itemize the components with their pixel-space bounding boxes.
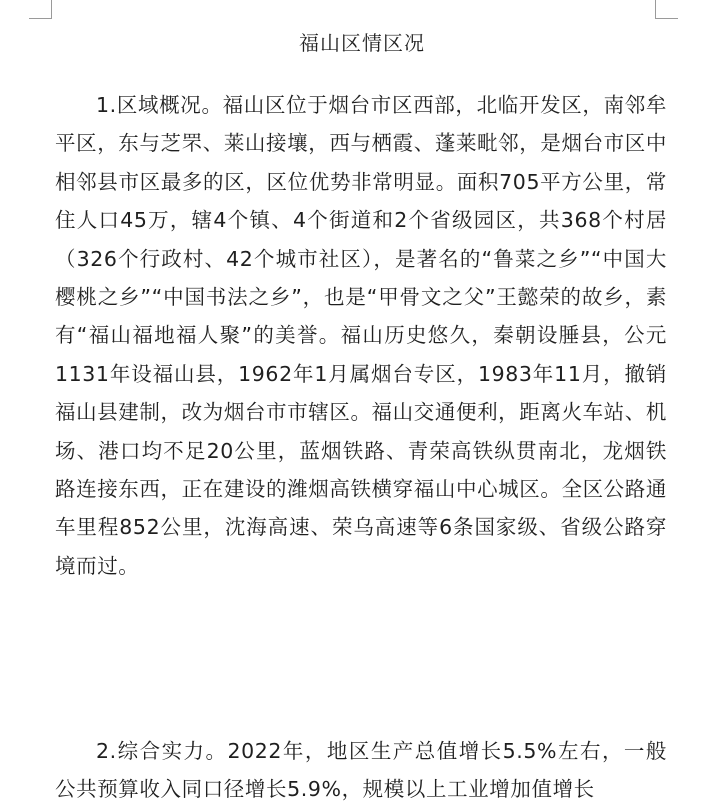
page-corner-mark-top-right — [655, 0, 678, 19]
page-corner-mark-top-left — [29, 0, 52, 19]
paragraph-comprehensive-strength: 2.综合实力。2022年，地区生产总值增长5.5%左右，一般公共预算收入同口径增长5.9%，规模以上工业增加值增长 — [55, 739, 667, 802]
paragraph-regional-overview: 1.区域概况。福山区位于烟台市区西部，北临开发区，南邻牟平区，东与芝罘、莱山接壤，西与栖霞、蓬莱毗邻，是烟台市区中相邻县市区最多的区，区位优势非常明显。面积705平方公里，常住人口45万，辖4个镇、4个街道和2个省级园区，共368个村居（326个行政村、42个城市社区），是著名的“鲁菜之乡”“中国大樱桃之乡”“中国书法之乡”，也是“甲骨文之父”王懿荣的故乡，素有“福山福地福人聚”的美誉。福山历史悠久，秦朝设腄县，公元1131年设福山县，1962年1月属烟台专区，1983年11月，撤销福山县建制，改为烟台市市辖区。福山交通便利，距离火车站、机场、港口均不足20公里，蓝烟铁路、青荣高铁纵贯南北，龙烟铁路连接东西，正在建设的潍烟高铁横穿福山中心城区。全区公路通车里程852公里，沈海高速、荣乌高速等6条国家级、省级公路穿境而过。 — [55, 93, 667, 578]
document-title: 福山区情区况 — [299, 31, 425, 55]
